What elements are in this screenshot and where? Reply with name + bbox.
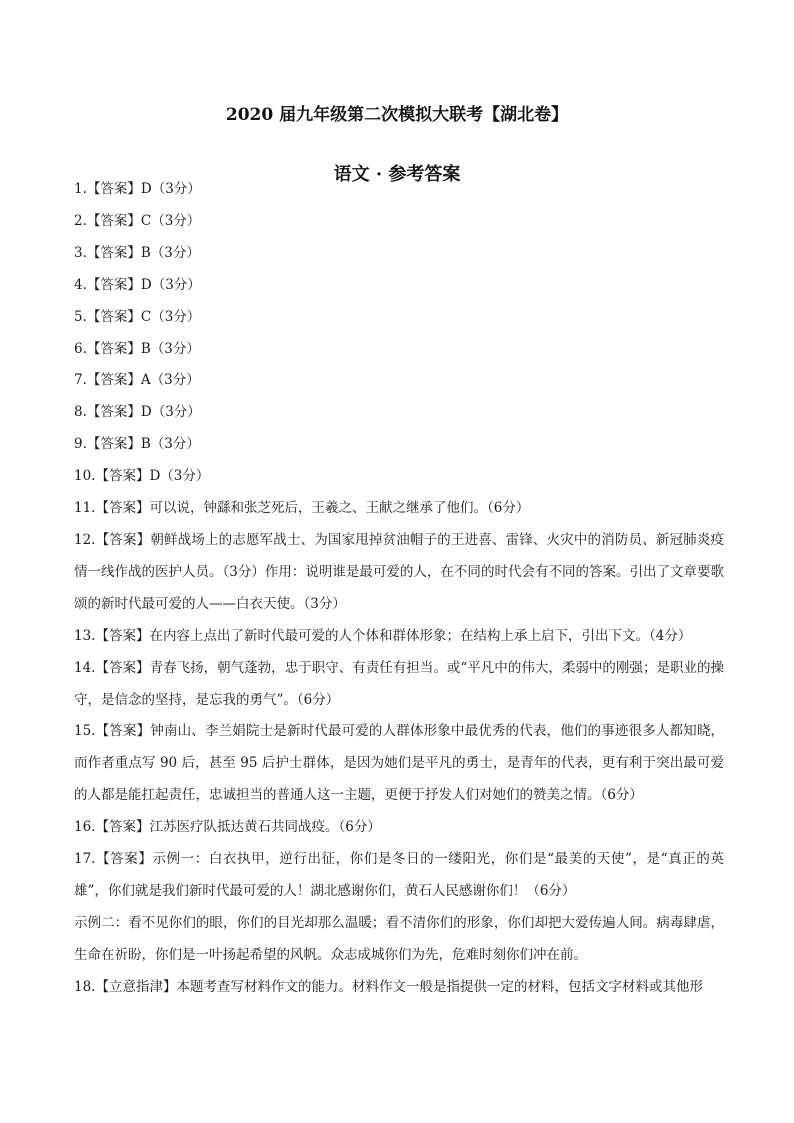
answer-number: 14. (74, 659, 96, 676)
answer-tag: 【答案】 (95, 500, 150, 517)
answer-text: 示例二：看不见你们的眼，你们的目光却那么温暖；看不清你们的形象，你们却把大爱传遍人间。病毒肆虐，生命在祈盼，你们是一叶扬起希望的风帆。众志成城你们为先，危难时刻你们冲在前。 (74, 914, 724, 963)
answer-item-2 (74, 206, 724, 238)
answer-text: 江苏医疗队抵达黄石共同战疫。（6分） (149, 819, 381, 836)
answer-text: 青春飞扬，朝气蓬勃，忠于职守、有责任有担当。或“平凡中的伟大，柔弱中的刚强；是职业的操守，是信念的坚持，是忘我的勇气”。（6分） (74, 659, 725, 708)
answer-number: 4. (74, 276, 87, 293)
answer-item-13 (74, 621, 724, 653)
answer-number: 5. (74, 308, 87, 325)
answer-tag: 【答案】 (86, 436, 141, 453)
answer-item-18 (74, 972, 724, 1004)
answer-tag: 【答案】 (86, 276, 141, 293)
answer-number: 3. (74, 244, 87, 261)
answer-item-9 (74, 429, 724, 461)
answer-item-17 (74, 844, 724, 908)
answer-item-7 (74, 365, 724, 397)
answer-tag: 【答案】 (86, 340, 141, 357)
answer-number: 11. (74, 500, 96, 517)
answer-text: B（3分） (140, 340, 200, 357)
answer-number: 15. (74, 723, 96, 740)
page-subtitle: 语文 · 参考答案 (333, 164, 461, 185)
answer-number: 12. (74, 531, 96, 548)
answer-text: 朝鲜战场上的志愿军战士、为国家甩掉贫油帽子的王进喜、雷锋、火灾中的消防员、新冠肺炎疫情一线作战的医护人员。（3分）作用：说明谁是最可爱的人，在不同的时代会有不同的答案。引出了文章要歌颂的新时代最可爱的人——白衣天使。（3分） (74, 531, 725, 612)
answer-text: C（3分） (140, 212, 201, 229)
answer-number: 17. (74, 851, 96, 868)
answer-item-4 (74, 270, 724, 302)
answer-tag: 【答案】 (95, 819, 150, 836)
answer-item-1 (74, 174, 724, 206)
answer-tag: 【答案】 (95, 468, 150, 485)
answer-item-12 (74, 525, 724, 621)
answer-number: 2. (74, 212, 87, 229)
answer-item-10 (74, 461, 724, 493)
answer-tag: 【答案】 (86, 212, 141, 229)
answer-number: 1. (74, 181, 87, 197)
answer-text: D（3分） (149, 468, 210, 485)
answer-text: D（3分） (140, 276, 201, 293)
answer-tag: 【答案】 (86, 404, 141, 421)
answer-tag: 【答案】 (86, 308, 141, 325)
answer-text: 可以说，钟繇和张芝死后，王羲之、王献之继承了他们。（6分） (149, 500, 530, 517)
answer-tag: 【答案】 (95, 627, 150, 644)
answer-tag: 【答案】 (86, 372, 141, 389)
answer-text: 在内容上点出了新时代最可爱的人个体和群体形象；在结构上承上启下，引出下文。（4分） (149, 627, 692, 644)
answer-item-11 (74, 493, 724, 525)
answer-number: 7. (74, 372, 87, 389)
answer-text: 本题考查写材料作文的能力。材料作文一般是指提供一定的材料，包括文字材料或其他形 (176, 978, 703, 995)
answer-text: C（3分） (140, 308, 201, 325)
answer-number: 10. (74, 468, 96, 485)
page-title: 2020 届九年级第二次模拟大联考【湖北卷】 (225, 105, 569, 125)
answer-item-17-example-2 (74, 908, 724, 972)
answer-number: 16. (74, 819, 96, 836)
answer-text: 示例一：白衣执甲，逆行出征，你们是冬日的一缕阳光，你们是“最美的天使”，是“真正的英雄”，你们就是我们新时代最可爱的人！湖北感谢你们，黄石人民感谢你们！（6分） (74, 851, 724, 899)
answer-item-8 (74, 397, 724, 429)
answer-item-14 (74, 653, 724, 717)
answer-number: 6. (74, 340, 87, 357)
answer-number: 13. (74, 627, 96, 644)
answer-text: D（3分） (140, 181, 201, 197)
answer-tag: 【答案】 (95, 851, 153, 868)
answer-tag: 【答案】 (86, 181, 141, 197)
answer-item-3 (74, 238, 724, 270)
answer-item-15 (74, 716, 724, 812)
answer-number: 18. (74, 978, 96, 995)
answer-text: 钟南山、李兰娟院士是新时代最可爱的人群体形象中最优秀的代表，他们的事迹很多人都知晓，而作者重点写 90 后，甚至 95 后护士群体，是因为她们是平凡的勇士，是青年的代表，更有利于突出最可爱的人都是能扛起责任，忠诚担当的普通人这一主题，更便于抒发人们对她们的赞美之情。（6分） (74, 723, 725, 804)
answer-item-5 (74, 302, 724, 334)
answer-item-6 (74, 334, 724, 366)
answer-text: D（3分） (140, 404, 201, 421)
answer-text: B（3分） (140, 436, 200, 453)
answer-text: B（3分） (140, 244, 200, 261)
answer-text: A（3分） (140, 372, 200, 389)
answer-list (74, 174, 724, 1004)
answer-number: 9. (74, 436, 87, 453)
answer-tag: 【立意指津】 (95, 978, 177, 995)
answer-item-16 (74, 812, 724, 844)
answer-tag: 【答案】 (95, 531, 151, 548)
answer-tag: 【答案】 (95, 723, 151, 740)
answer-tag: 【答案】 (86, 244, 141, 261)
answer-number: 8. (74, 404, 87, 421)
answer-tag: 【答案】 (95, 659, 150, 676)
